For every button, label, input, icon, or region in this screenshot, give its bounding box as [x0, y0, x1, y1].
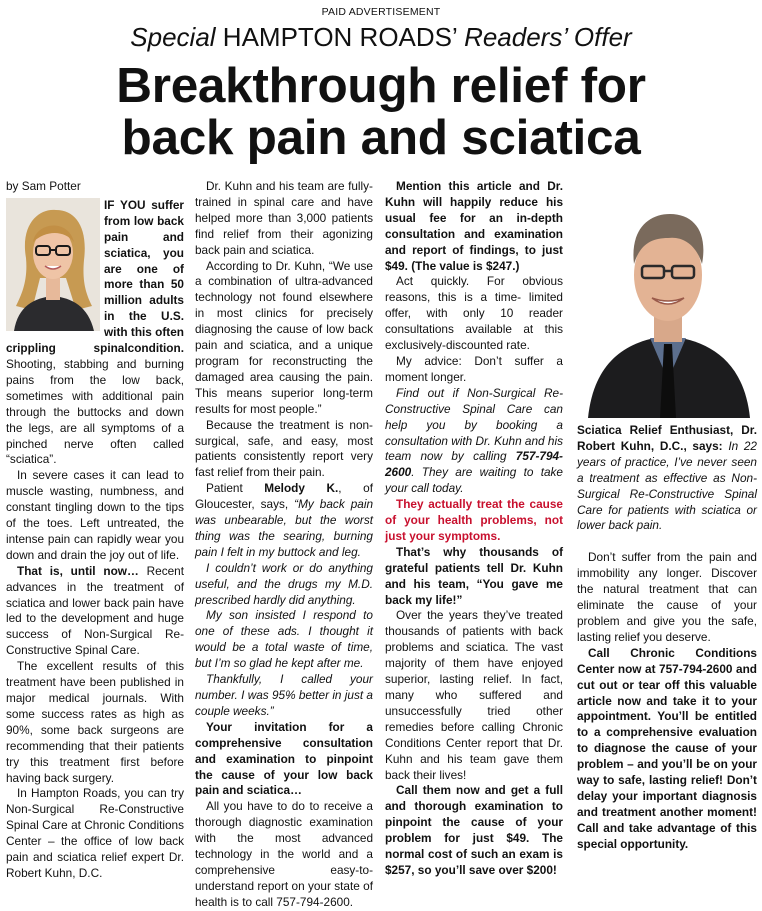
find-out-tail: . They are waiting to take your call today.: [385, 465, 563, 496]
paragraph-results: The excellent results of this treatment have been published in major medical journals. With some success rates as high as 90%, some back surgeons are recommending that their patients try this treatment first before having back surgery.: [6, 659, 184, 785]
gave-life-heading: That’s why thousands of grateful patients tell Dr. Kuhn and his team, “You gave me back my life!”: [385, 544, 563, 607]
spacer: [577, 534, 757, 550]
mention-offer: Mention this article and Dr. Kuhn will happily reduce his usual fee for an in-depth consultation and examination and report of findings, to just $49. (The value is $247.): [385, 179, 563, 273]
byline: by Sam Potter: [6, 179, 81, 193]
treat-cause-highlight: They actually treat the cause of your health problems, not just your symptoms.: [385, 497, 563, 543]
paragraph-quote-4: Thankfully, I called your number. I was 95% better in just a couple weeks.”: [195, 672, 373, 718]
patient-quote: “My back pain was unbearable, but the worst thing was the searing, burning pain I felt in my buttock and leg.: [195, 497, 374, 559]
until-now-lead: That is, until now…: [17, 563, 139, 578]
paragraph-act-quickly: Act quickly. For obvious reasons, this is a time- limited offer, with only 10 reader consultations available at this exclusively-discounted rate.: [385, 274, 563, 353]
call-now-offer: Call them now and get a full and thorough examination to pinpoint the cause of your problem for just $49. The normal cost of such an exam is $257, so you’ll save over $200!: [385, 783, 563, 877]
paragraph-according: According to Dr. Kuhn, “We use a combination of ultra-advanced technology not found elsewhere in most clinics for precisely diagnosing the cause of low back pain and sciatica, and a unique program for reconstructing the damaged area causing the pain. This means superior long-term results for most people.”: [195, 258, 373, 416]
doctor-photo: [578, 180, 758, 418]
paragraph-over-years: Over the years they’ve treated thousands of patients with back problems and sciatica. The vast majority of them have enjoyed superior, lasting relief. In fact, many who suffered and unsuccessfully tried other remedies before calling Chronic Conditions Center report that Dr. Kuhn and his team gave them back their lives!: [385, 608, 563, 782]
paragraph-receive: All you have to do to receive a thorough diagnostic examination with the most advanced technology in the world and a comprehensive easy-to-understand report on your state of health is to call 757-794-2600.: [195, 799, 373, 909]
patient-intro: Patient: [206, 481, 265, 496]
paragraph-nonsurgical: Because the treatment is non-surgical, safe, and easy, most patients consistently report very fast relief from their pain.: [195, 417, 373, 480]
patient-name: Melody K.: [264, 481, 339, 496]
doctor-portrait-icon: [578, 180, 758, 418]
woman-photo: [6, 198, 100, 331]
paragraph-quote-2: I couldn’t work or do anything useful, and the drugs my M.D. prescribed hardly did anything.: [195, 560, 373, 607]
headline: [0, 60, 762, 164]
headline-line-1: Breakthrough relief for: [116, 58, 646, 113]
article-column-3: [385, 179, 563, 879]
paragraph-team: Dr. Kuhn and his team are fully-trained in spinal care and have helped more than 3,000 patients find relief from their agonizing back pain and sciatica.: [195, 179, 373, 257]
paragraph-hampton-roads: In Hampton Roads, you can try Non-Surgical Re-Constructive Spinal Care at Chronic Conditions Center – the office of low back pain and sciatica relief expert Dr. Robert Kuhn, D.C.: [6, 786, 184, 880]
intro-rest: Shooting, stabbing and burning pains from the low back, sometimes with additional pain through the buttocks and down the legs, are all symptoms of a pinched nerve often called “sciatica”.: [6, 356, 184, 467]
until-now-rest: Recent advances in the treatment of sciatica and lower back pain have led to the development and huge success of Non-Surgical Re-Constructive Spinal Care.: [6, 563, 185, 658]
kicker-special: Special: [130, 22, 216, 52]
paragraph-severe: In severe cases it can lead to muscle wasting, numbness, and constant tingling down to the tips of the toes. Left untreated, the intense pain can rapidly wear you down and drain the joy out of life.: [6, 468, 184, 562]
patient-location: , of Gloucester, says,: [195, 481, 373, 512]
sidebar-call-to-action: Call Chronic Conditions Center now at 757-794-2600 and cut out or tear off this valuable article now and take it to your appointment. You’ll be entitled to a comprehensive evaluation to diagnose the cause of your problem – and you’ll be on your way to safe, lasting relief! Don’t delay your important diagnosis and treatment another moment! Call and take advantage of this special opportunity.: [577, 645, 757, 851]
phone-number: 757-794-2600: [385, 449, 563, 480]
sidebar-paragraph: Don’t suffer from the pain and immobility any longer. Discover the natural treatment that can eliminate the cause of your problem and give you the safe, lasting relief you deserve.: [577, 550, 757, 644]
article-column-2: [195, 179, 373, 911]
offer-kicker: [0, 22, 762, 53]
doctor-caption-title: Sciatica Relief Enthusiast, Dr. Robert Kuhn, D.C., says:: [577, 423, 757, 453]
sidebar-column: [577, 423, 757, 853]
article-column-1: [6, 179, 184, 882]
intro-lead: IF YOU suffer from low back pain and sciatica, you are one of more than 50 million adults in the U.S. with this often crippling spinalcondition.: [6, 197, 184, 356]
doctor-caption-quote: In 22 years of practice, I’ve never seen a treatment as effective as Non-Surgical Re-Constructive Spinal Care for patients with sciatica or lower back pain.: [577, 438, 757, 533]
kicker-name: HAMPTON ROADS’: [222, 22, 457, 52]
paid-advertisement-label: PAID ADVERTISEMENT: [321, 6, 441, 18]
paragraph-advice: My advice: Don’t suffer a moment longer.: [385, 353, 563, 384]
invitation-heading: Your invitation for a comprehensive consultation and examination to pinpoint the cause of your low back pain and sciatica…: [195, 719, 373, 798]
kicker-offer: Readers’ Offer: [464, 22, 632, 52]
paragraph-quote-3: My son insisted I respond to one of these ads. I thought it would be a total waste of time, but I’m so glad he kept after me.: [195, 608, 373, 671]
find-out-text: Find out if Non-Surgical Re-Constructive Spinal Care can help you by booking a consultation with Dr. Kuhn and his team now by calling: [385, 385, 563, 464]
woman-portrait-icon: [6, 198, 100, 331]
headline-line-2: back pain and sciatica: [121, 110, 641, 165]
